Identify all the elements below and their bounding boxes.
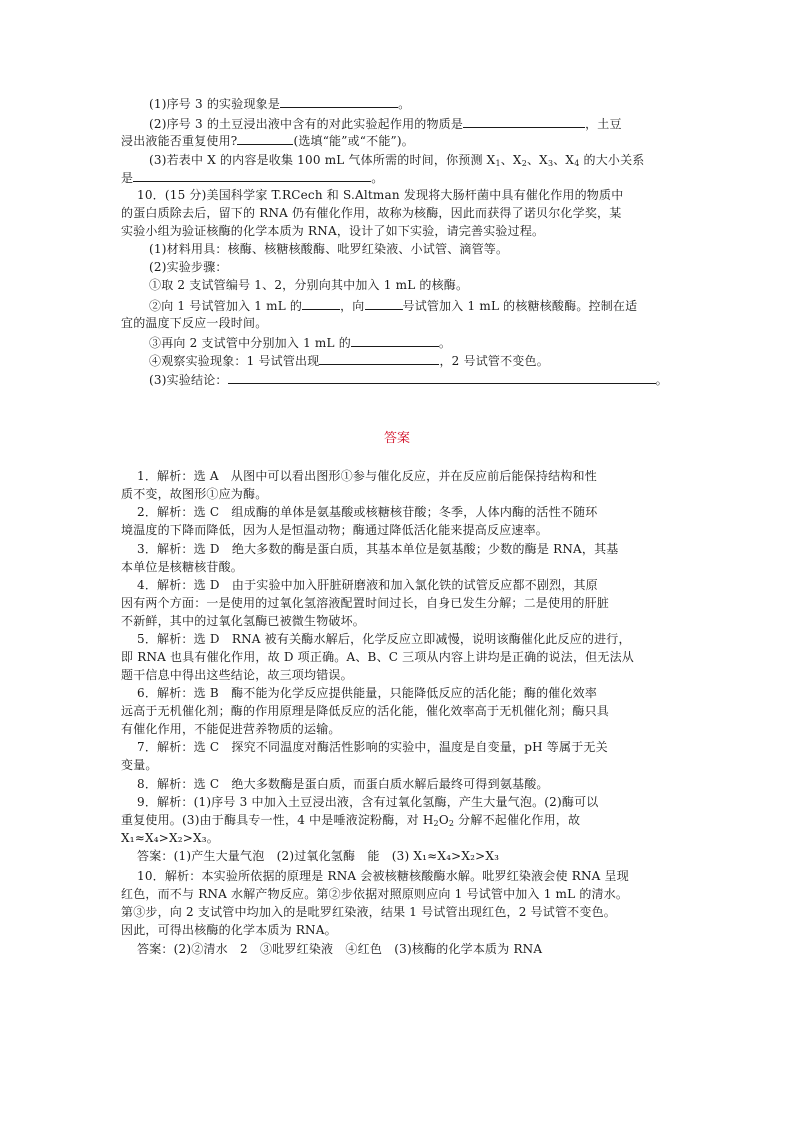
subscript: 4 xyxy=(574,159,580,168)
q10-line-7-c: 号试管加入 1 mL 的核糖核酸酶。控制在适 xyxy=(402,299,638,313)
q9-part2-line2-start: 浸出液能否重复使用? xyxy=(121,134,238,148)
answer-9-line-2 xyxy=(121,811,580,829)
q9-part3-tail: 的大小关系 xyxy=(579,153,645,167)
separator: 、X xyxy=(500,153,522,167)
answer-blank xyxy=(351,333,439,347)
answer-9-line-2-tail: 分解不起催化作用，故 xyxy=(454,813,581,827)
q9-part1 xyxy=(149,94,410,113)
answer-1-line-2: 质不变，故图形①应为酶。 xyxy=(121,487,268,501)
q10-line-1: 10．(15 分)美国科学家 T.RCech 和 S.Altman 发现将大肠杆菌中具有催化作用的物质中 xyxy=(137,188,624,202)
q10-line-7-b: ，向 xyxy=(340,299,365,313)
q10-line-6: ①取 2 支试管编号 1、2，分别向其中加入 1 mL 的核酶。 xyxy=(149,278,469,292)
answer-7-line-2: 变量。 xyxy=(121,758,158,772)
q9-part2-line2-end: (选填“能”或“不能”)。 xyxy=(293,134,414,148)
q10-line-7-a: ②向 1 号试管加入 1 mL 的 xyxy=(149,299,303,313)
answer-8-line-1: 8．解析：选 C 绝大多数酶是蛋白质，而蛋白质水解后最终可得到氨基酸。 xyxy=(137,777,549,791)
subscript: 2 xyxy=(521,159,527,168)
answer-blank xyxy=(133,168,371,182)
answer-blank xyxy=(302,296,340,310)
q9-part3 xyxy=(149,151,645,169)
answer-9-line-3: X₁≈X₄>X₂>X₃。 xyxy=(121,831,219,845)
separator: 、X xyxy=(526,153,548,167)
q9-part3-line2 xyxy=(121,168,383,187)
answer-6-line-3: 有催化作用，不能促进营养物质的运输。 xyxy=(121,722,341,736)
q10-line-10-a: ④观察实验现象：1 号试管出现 xyxy=(149,354,320,368)
answer-4-line-2: 因有两个方面：一是使用的过氧化氢溶液配置时间过长，自身已发生分解；二是使用的肝脏 xyxy=(121,596,610,610)
q9-part2-mid: ，土豆 xyxy=(585,117,622,131)
q10-line-9-a: ③再向 2 支试管中分别加入 1 mL 的 xyxy=(149,336,351,350)
answer-section-title: 答案 xyxy=(383,431,410,446)
answer-10-key: 答案：(2)②清水 2 ③吡罗红染液 ④红色 (3)核酶的化学本质为 RNA xyxy=(137,942,543,956)
q10-line-9 xyxy=(149,333,451,352)
answer-9-key: 答案：(1)产生大量气泡 (2)过氧化氢酶 能 (3) X₁≈X₄>X₂>X₃ xyxy=(137,849,500,863)
subscript: 2 xyxy=(433,819,439,828)
q10-line-2: 的蛋白质除去后，留下的 RNA 仍有催化作用，故称为核酶，因此而获得了诺贝尔化学奖，某 xyxy=(121,206,622,220)
subscript: 3 xyxy=(547,159,554,168)
q10-line-9-b: 。 xyxy=(438,336,452,350)
answer-1-line-1: 1．解析：选 A 从图中可以看出图形①参与催化反应，并在反应前后能保持结构和性 xyxy=(137,469,597,483)
q10-line-11 xyxy=(149,370,668,389)
q9-part3-line2-start: 是 xyxy=(121,171,134,185)
answer-9-line-2-mid: O xyxy=(438,813,449,827)
answer-blank xyxy=(237,131,293,145)
answer-7-line-1: 7．解析：选 C 探究不同温度对酶活性影响的实验中，温度是自变量，pH 等属于无关 xyxy=(137,740,608,754)
answer-3-line-2: 本单位是核糖核苷酸。 xyxy=(121,560,244,574)
answer-blank xyxy=(319,351,439,365)
answer-2-line-1: 2．解析：选 C 组成酶的单体是氨基酸或核糖核苷酸；冬季，人体内酶的活性不随环 xyxy=(137,505,598,519)
answer-2-line-2: 境温度的下降而降低，因为人是恒温动物；酶通过降低活化能来提高反应速率。 xyxy=(121,523,549,537)
answer-10-line-4: 因此，可得出核酶的化学本质为 RNA。 xyxy=(121,923,337,937)
q9-part1-end: 。 xyxy=(398,97,411,111)
answer-4-line-3: 不新鲜，其中的过氧化氢酶已被微生物破坏。 xyxy=(121,614,366,628)
q9-part2-text: (2)序号 3 的土豆浸出液中含有的对此实验起作用的物质是 xyxy=(149,117,464,131)
answer-blank xyxy=(228,370,656,384)
q9-part2-line2 xyxy=(121,131,414,150)
answer-5-line-3: 题干信息中得出这些结论，故三项均错误。 xyxy=(121,668,353,682)
answer-10-line-1: 10．解析：本实验所依据的原理是 RNA 会被核糖核酸酶水解。吡罗红染液会使 RNA 呈现 xyxy=(137,869,629,883)
answer-5-line-1: 5．解析：选 D RNA 被有关酶水解后，化学反应立即减慢，说明该酶催化此反应的进行， xyxy=(137,632,631,646)
q9-part3-line2-end: 。 xyxy=(371,171,384,185)
q10-line-10-b: ，2 号试管不变色。 xyxy=(439,354,549,368)
answer-10-line-2: 红色，而不与 RNA 水解产物反应。第②步依据对照原则应向 1 号试管中加入 1 mL 的清水。 xyxy=(121,887,629,901)
answer-9-line-1: 9．解析：(1)序号 3 中加入土豆浸出液，含有过氧化氢酶，产生大量气泡。(2)酶可以 xyxy=(137,795,599,809)
answer-6-line-2: 远高于无机催化剂；酶的作用原理是降低反应的活化能，催化效率高于无机催化剂；酶只具 xyxy=(121,704,610,718)
answer-blank xyxy=(280,94,398,108)
answer-4-line-1: 4．解析：选 D 由于实验中加入肝脏研磨液和加入氯化铁的试管反应都不剧烈，其原 xyxy=(137,578,598,592)
q10-line-7 xyxy=(149,296,637,315)
answer-9-line-2-text: 重复使用。(3)由于酶具专一性，4 中是唾液淀粉酶，对 H xyxy=(121,813,434,827)
subscript: 2 xyxy=(448,819,455,828)
q9-part3-text: (3)若表中 X 的内容是收集 100 mL 气体所需的时间，你预测 X xyxy=(149,153,496,167)
q10-line-10 xyxy=(149,351,549,370)
answer-10-line-3: 第③步，向 2 支试管中均加入的是吡罗红染液，结果 1 号试管出现红色，2 号试管不变色。 xyxy=(121,905,616,919)
separator: 、X xyxy=(553,153,575,167)
answer-3-line-1: 3．解析：选 D 绝大多数的酶是蛋白质，其基本单位是氨基酸；少数的酶是 RNA，其基 xyxy=(137,542,619,556)
answer-5-line-2: 即 RNA 也具有催化作用，故 D 项正确。A、B、C 三项从内容上讲均是正确的说法，但无法从 xyxy=(121,650,634,664)
q10-line-4: (1)材料用具：核酶、核糖核酸酶、吡罗红染液、小试管、滴管等。 xyxy=(149,242,509,256)
answer-blank xyxy=(463,114,585,128)
q10-line-11-a: (3)实验结论： xyxy=(149,373,228,387)
q10-line-8: 宜的温度下反应一段时间。 xyxy=(121,316,268,330)
q10-line-5: (2)实验步骤： xyxy=(149,260,228,274)
q10-line-3: 实验小组为验证核酶的化学本质为 RNA，设计了如下实验，请完善实验过程。 xyxy=(121,224,545,238)
q9-part1-text: (1)序号 3 的实验现象是 xyxy=(149,97,281,111)
answer-6-line-1: 6．解析：选 B 酶不能为化学反应提供能量，只能降低反应的活化能；酶的催化效率 xyxy=(137,686,598,700)
q10-line-11-b: 。 xyxy=(655,373,668,387)
answer-blank xyxy=(365,296,403,310)
subscript: 1 xyxy=(495,159,501,168)
